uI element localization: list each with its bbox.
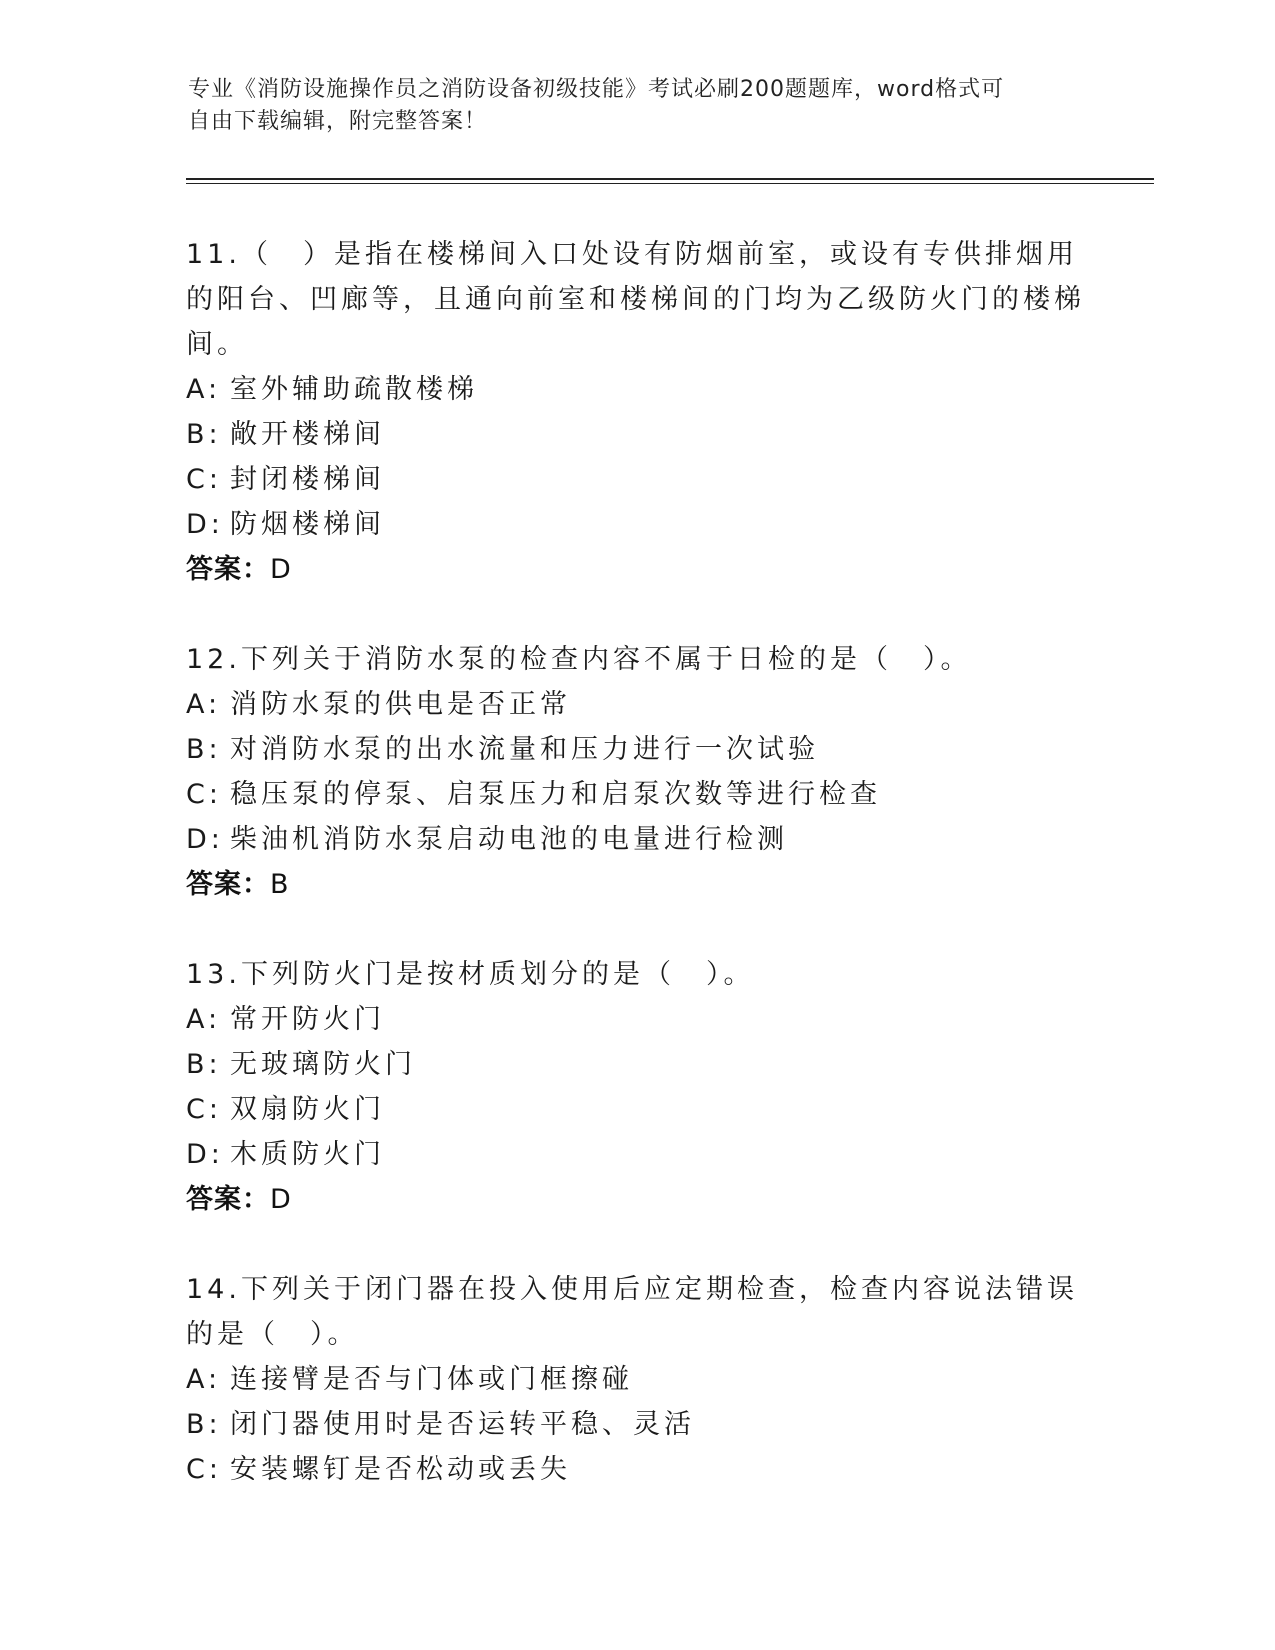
option-b [186,412,1086,457]
question-text: 14.下列关于闭门器在投入使用后应定期检查，检查内容说法错误的是（ ）。 [186,1274,1078,1350]
option-letter: C: [186,1094,222,1125]
answer-line [186,862,1086,907]
option-a [186,367,1086,412]
question-13 [186,952,1086,1222]
option-d [186,1132,1086,1177]
answer-line [186,547,1086,592]
question-14 [186,1267,1086,1492]
option-a [186,1357,1086,1402]
option-letter: C: [186,1454,222,1485]
option-letter: A: [186,374,222,405]
option-text: 对消防水泵的出水流量和压力进行一次试验 [230,734,819,765]
option-a [186,997,1086,1042]
document-header [188,74,1068,138]
option-text: 敞开楼梯间 [230,419,385,450]
option-letter: D: [186,824,224,855]
question-list [186,232,1086,1537]
option-text: 木质防火门 [230,1139,385,1170]
option-letter: C: [186,464,222,495]
option-text: 无玻璃防火门 [230,1049,416,1080]
option-c [186,772,1086,817]
option-text: 防烟楼梯间 [230,509,385,540]
option-text: 常开防火门 [230,1004,385,1035]
option-text: 双扇防火门 [230,1094,385,1125]
option-a [186,682,1086,727]
option-letter: C: [186,779,222,810]
header-line-1: 专业《消防设施操作员之消防设备初级技能》考试必刷200题题库，word格式可 [188,77,1005,102]
header-divider [186,178,1154,184]
question-text: 12.下列关于消防水泵的检查内容不属于日检的是（ ）。 [186,644,972,675]
option-letter: D: [186,509,224,540]
answer-line [186,1177,1086,1222]
option-text: 封闭楼梯间 [230,464,385,495]
answer-label: 答案： [186,869,270,900]
option-text: 闭门器使用时是否运转平稳、灵活 [230,1409,695,1440]
option-text: 室外辅助疏散楼梯 [230,374,478,405]
answer-value: B [270,869,290,900]
option-d [186,502,1086,547]
header-line-2: 自由下载编辑，附完整答案！ [188,109,488,134]
option-letter: D: [186,1139,224,1170]
option-text: 消防水泵的供电是否正常 [230,689,571,720]
question-11 [186,232,1086,592]
option-letter: B: [186,419,222,450]
option-d [186,817,1086,862]
question-12 [186,637,1086,907]
option-text: 柴油机消防水泵启动电池的电量进行检测 [230,824,788,855]
question-text: 11.（ ）是指在楼梯间入口处设有防烟前室，或设有专供排烟用的阳台、凹廊等，且通向前室和楼梯间的门均为乙级防火门的楼梯间。 [186,239,1085,360]
option-b [186,727,1086,772]
answer-value: D [270,554,292,585]
option-letter: B: [186,1409,222,1440]
answer-value: D [270,1184,292,1215]
option-letter: B: [186,734,222,765]
option-letter: A: [186,1004,222,1035]
option-letter: A: [186,1364,222,1395]
option-text: 连接臂是否与门体或门框擦碰 [230,1364,633,1395]
option-b [186,1042,1086,1087]
option-c [186,457,1086,502]
option-c [186,1087,1086,1132]
option-b [186,1402,1086,1447]
option-text: 安装螺钉是否松动或丢失 [230,1454,571,1485]
answer-label: 答案： [186,554,270,585]
option-c [186,1447,1086,1492]
answer-label: 答案： [186,1184,270,1215]
option-letter: A: [186,689,222,720]
question-text: 13.下列防火门是按材质划分的是（ ）。 [186,959,755,990]
option-letter: B: [186,1049,222,1080]
option-text: 稳压泵的停泵、启泵压力和启泵次数等进行检查 [230,779,881,810]
